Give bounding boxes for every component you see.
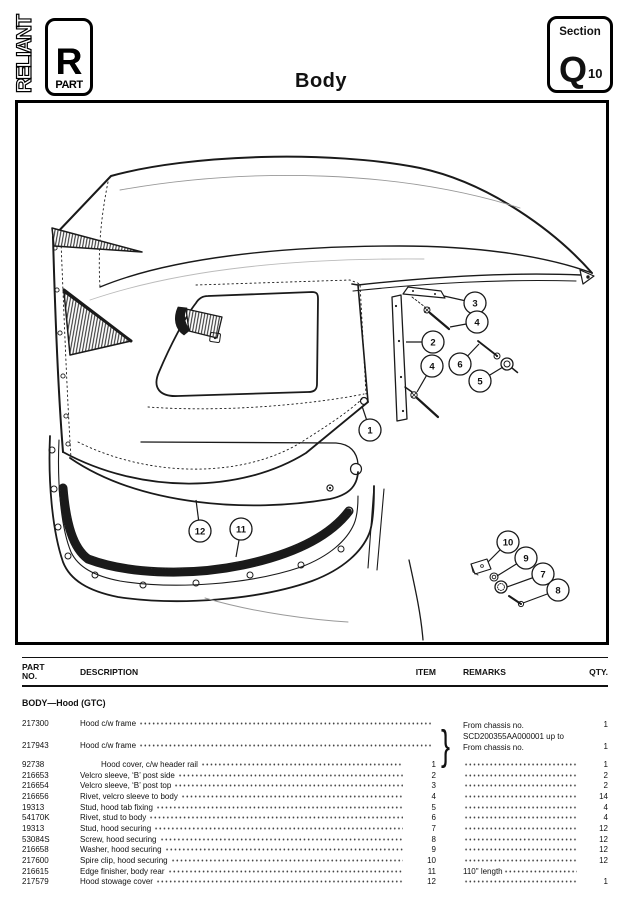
- part-no-cell: 216653: [22, 770, 49, 780]
- item-cell: 6: [431, 813, 436, 823]
- dot-leader: [464, 792, 577, 801]
- remarks-cell: [463, 771, 581, 780]
- qty-cell: 2: [603, 781, 608, 791]
- section-badge-number: 10: [588, 66, 603, 81]
- qty-cell: 4: [603, 802, 608, 812]
- rpart-logo-part: PART: [55, 79, 83, 91]
- dot-leader: [160, 835, 404, 844]
- remarks-brace: }: [441, 722, 451, 769]
- table-row: [22, 855, 608, 866]
- dot-leader: [178, 771, 403, 780]
- part-no-cell: 19313: [22, 802, 45, 812]
- section-badge-letter: Q: [559, 49, 588, 90]
- callout-group: [189, 292, 569, 603]
- part-no-cell: 216656: [22, 791, 49, 801]
- description-cell: Velcro sleeve, ‘B’ post side: [80, 771, 408, 780]
- part-no-cell: 92738: [22, 759, 45, 769]
- remarks-cell: [463, 824, 581, 833]
- dot-leader: [464, 803, 577, 812]
- item-cell: 5: [431, 802, 436, 812]
- remarks-line: From chassis no.: [463, 743, 524, 752]
- qty-cell: 14: [599, 791, 608, 801]
- description-cell: Stud, hood tab fixing: [80, 803, 408, 812]
- remarks-cell: 110" length: [463, 867, 581, 876]
- dot-leader: [154, 824, 403, 833]
- dot-leader: [464, 835, 577, 844]
- description-cell: Rivet, velcro sleeve to body: [80, 792, 408, 801]
- description-cell: Velcro sleeve, ‘B’ post top: [80, 781, 408, 790]
- item-rows: [22, 759, 608, 887]
- callout-number: 9: [523, 553, 529, 565]
- table-row: [22, 802, 608, 813]
- table-row: [22, 866, 608, 877]
- callout-number: 7: [540, 569, 546, 581]
- remarks-cell: [463, 835, 581, 844]
- header-remarks: REMARKS: [463, 666, 506, 677]
- remarks-line: From chassis no.: [463, 721, 524, 730]
- dot-leader: [464, 877, 577, 886]
- part-no-cell: 53084S: [22, 834, 50, 844]
- callout-number: 11: [235, 524, 247, 536]
- remarks-cell: [463, 845, 581, 854]
- table-row: [22, 834, 608, 845]
- callout-number: 3: [472, 298, 478, 310]
- remarks-cell: [463, 813, 581, 822]
- table-row: [22, 770, 608, 781]
- description-cell: Spire clip, hood securing: [80, 856, 408, 865]
- part-no-cell: 217943: [22, 741, 49, 750]
- qty-cell: 12: [599, 856, 608, 866]
- dot-leader: [181, 792, 403, 801]
- qty-cell: 12: [599, 845, 608, 855]
- callout-number: 10: [502, 537, 514, 549]
- callout-number: 2: [430, 337, 436, 349]
- header-part-no: PART NO.: [22, 661, 45, 681]
- item-cell: 2: [431, 770, 436, 780]
- part-no-cell: 217579: [22, 877, 49, 887]
- part-no-cell: 216654: [22, 781, 49, 791]
- remarks-cell: [463, 856, 581, 865]
- remarks-cell: [463, 760, 581, 769]
- qty-cell: 1: [603, 742, 608, 751]
- table-row: [22, 719, 436, 728]
- description-cell: Edge finisher, body rear: [80, 867, 408, 876]
- description-cell: Hood c/w frame: [80, 741, 436, 750]
- part-no-cell: 217300: [22, 719, 49, 728]
- description-cell: Washer, hood securing: [80, 845, 408, 854]
- item-cell: 11: [427, 866, 436, 876]
- callout-number: 5: [477, 376, 483, 388]
- remarks-cell: [463, 792, 581, 801]
- rpart-logo-r: R: [55, 41, 83, 82]
- item-cell: 3: [431, 781, 436, 791]
- item-cell: 7: [431, 823, 436, 833]
- header-description: DESCRIPTION: [80, 666, 139, 677]
- part-no-cell: 19313: [22, 823, 45, 833]
- dot-leader: [139, 719, 431, 728]
- table-row: [22, 812, 608, 823]
- callout-number: 6: [457, 359, 463, 371]
- qty-cell: 4: [603, 813, 608, 823]
- dot-leader: [464, 781, 577, 790]
- callout-number: 12: [194, 526, 206, 538]
- table-row: [22, 780, 608, 791]
- reliant-logo-text: RELIANT: [13, 15, 36, 93]
- dot-leader: [464, 760, 577, 769]
- qty-cell: 12: [599, 823, 608, 833]
- hood-diagram-frame: [15, 100, 609, 645]
- parts-table: [22, 655, 608, 895]
- dot-leader: [165, 845, 403, 854]
- item-cell: 12: [427, 877, 436, 887]
- dot-leader: [171, 856, 403, 865]
- table-row: [22, 877, 608, 888]
- dot-leader: [201, 760, 403, 769]
- item-cell: 1: [431, 759, 436, 769]
- description-cell: Screw, hood securing: [80, 835, 408, 844]
- remarks-cell: [463, 877, 581, 886]
- callout-number: 4: [429, 361, 435, 373]
- qty-cell: 12: [599, 834, 608, 844]
- remarks-line: SCD200355AA000001 up to: [463, 732, 564, 741]
- dot-leader: [168, 867, 404, 876]
- part-no-cell: 216658: [22, 845, 49, 855]
- item-cell: 10: [427, 856, 436, 866]
- dot-leader: [464, 813, 577, 822]
- parts-table-header: [22, 657, 608, 687]
- header-qty: QTY.: [589, 666, 608, 677]
- item-cell: 8: [431, 834, 436, 844]
- table-row: [22, 845, 608, 856]
- frame-remarks: [463, 720, 593, 753]
- dot-leader: [174, 781, 403, 790]
- part-no-cell: 54170K: [22, 813, 50, 823]
- qty-cell: 2: [603, 770, 608, 780]
- part-no-cell: 217600: [22, 856, 49, 866]
- qty-cell: 1: [603, 877, 608, 887]
- callout-number: 8: [555, 585, 561, 597]
- description-cell: Hood cover, c/w header rail: [80, 760, 408, 769]
- page-title: Body: [295, 70, 347, 92]
- item-cell: 4: [431, 791, 436, 801]
- section-badge-label: Section: [559, 26, 601, 38]
- table-row: [22, 791, 608, 802]
- remarks-cell: [463, 803, 581, 812]
- dot-leader: [149, 813, 403, 822]
- callout-number: 1: [367, 425, 373, 437]
- dot-leader: [139, 741, 431, 750]
- description-cell: Stud, hood securing: [80, 824, 408, 833]
- dot-leader: [464, 771, 577, 780]
- hood-exploded-diagram: [15, 100, 609, 645]
- dot-leader: [156, 803, 403, 812]
- table-row: [22, 823, 608, 834]
- dot-leader: [464, 856, 577, 865]
- description-cell: Rivet, stud to body: [80, 813, 408, 822]
- header-item: ITEM: [415, 666, 436, 677]
- description-cell: Hood stowage cover: [80, 877, 408, 886]
- description-cell: Hood c/w frame: [80, 719, 436, 728]
- item-cell: 9: [431, 845, 436, 855]
- qty-cell: 1: [603, 759, 608, 769]
- dot-leader: [464, 845, 577, 854]
- qty-cell: 1: [603, 720, 608, 729]
- remarks-cell: [463, 781, 581, 790]
- table-section-heading: BODY—Hood (GTC): [22, 698, 106, 708]
- dot-leader: [464, 824, 577, 833]
- dot-leader: [156, 877, 403, 886]
- callout-number: 4: [474, 317, 480, 329]
- part-no-cell: 216615: [22, 866, 49, 876]
- dot-leader: [504, 867, 577, 876]
- table-row: [22, 759, 608, 770]
- table-row: [22, 741, 436, 750]
